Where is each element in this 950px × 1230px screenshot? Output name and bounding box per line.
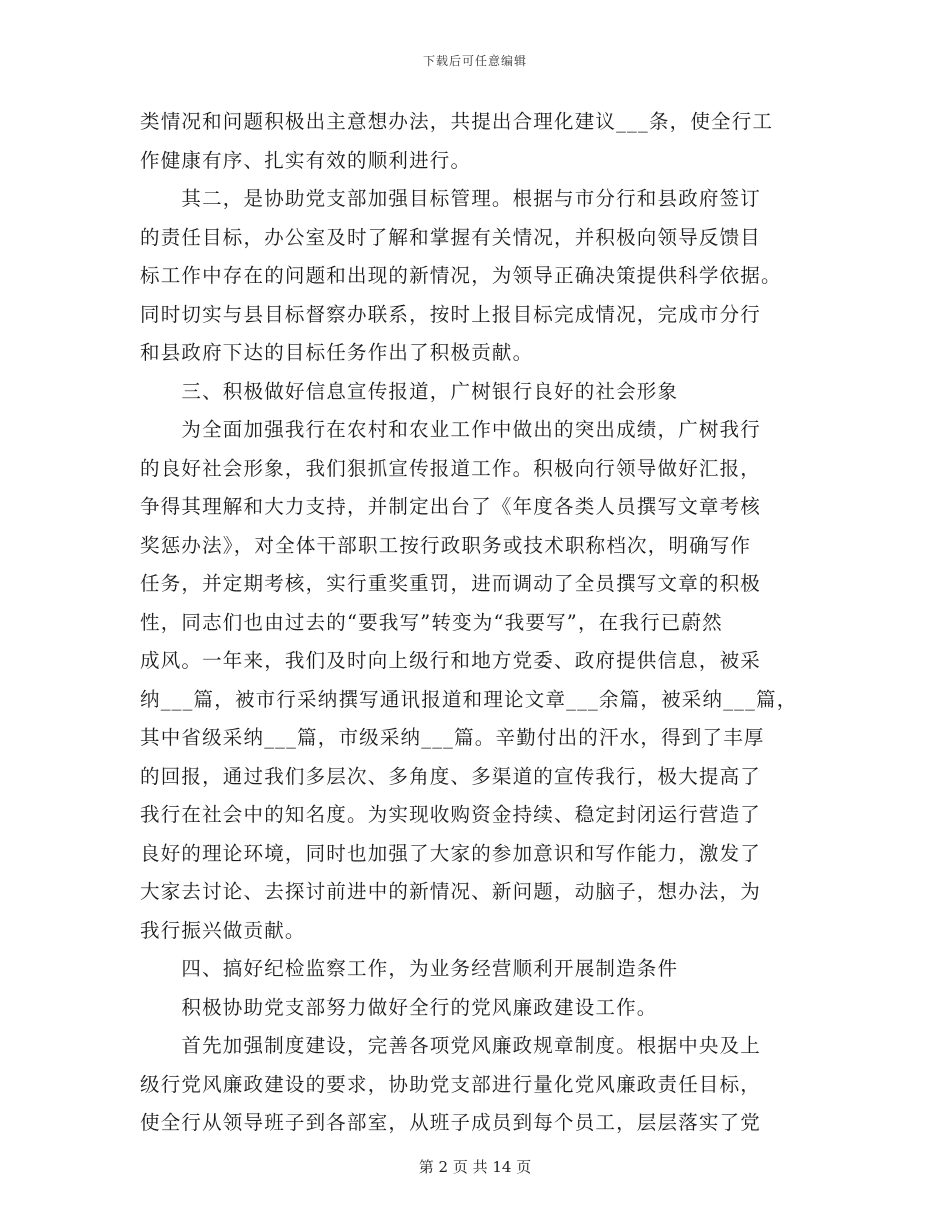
text-line: 级行党风廉政建设的要求，协助党支部进行量化党风廉政责任目标， xyxy=(140,1072,762,1096)
text-line: 我行振兴做贡献。 xyxy=(140,918,306,942)
text-line: 同时切实与县目标督察办联系，按时上报目标完成情况，完成市分行 xyxy=(140,302,762,326)
text-line: 的责任目标，办公室及时了解和掌握有关情况，并积极向领导反馈目 xyxy=(140,225,762,249)
text-line: 大家去讨论、去探讨前进中的新情况、新问题，动脑子，想办法，为 xyxy=(140,880,762,903)
text-line: 奖惩办法》，对全体干部职工按行政职务或技术职称档次，明确写作 xyxy=(140,533,752,557)
text-line: 我行在社会中的知名度。为实现收购资金持续、稳定封闭运行营造了 xyxy=(140,803,762,826)
text-line: 任务，并定期考核，实行重奖重罚，进而调动了全员撰写文章的积极 xyxy=(140,572,762,595)
text-line: 其中省级采纳___篇，市级采纳___篇。辛勤付出的汗水，得到了丰厚 xyxy=(140,726,765,749)
text-line: 良好的理论环境，同时也加强了大家的参加意识和写作能力，激发了 xyxy=(140,841,762,865)
text-line: 的良好社会形象，我们狠抓宣传报道工作。积极向行领导做好汇报， xyxy=(140,456,762,480)
text-line: 和县政府下达的目标任务作出了积极贡献。 xyxy=(140,341,534,364)
text-line: 标工作中存在的问题和出现的新情况，为领导正确决策提供科学依据。 xyxy=(140,264,782,287)
text-line: 积极协助党支部努力做好全行的党风廉政建设工作。 xyxy=(140,995,658,1019)
text-line: 纳___篇，被市行采纳撰写通讯报道和理论文章___余篇，被采纳___篇， xyxy=(140,687,798,711)
text-line: 使全行从领导班子到各部室，从班子成员到每个员工，层层落实了党 xyxy=(140,1111,762,1134)
text-line: 争得其理解和大力支持，并制定出台了《年度各类人员撰写文章考核 xyxy=(140,495,762,518)
page-header: 下载后可任意编辑 xyxy=(422,54,527,68)
text-line: 成风。一年来，我们及时向上级行和地方党委、政府提供信息，被采 xyxy=(140,649,762,672)
section-heading: 四、搞好纪检监察工作，为业务经营顺利开展制造条件 xyxy=(140,957,679,980)
text-line: 类情况和问题积极出主意想办法，共提出合理化建议___条，使全行工 xyxy=(140,110,774,133)
page-number: 第 2 页 共 14 页 xyxy=(418,1158,532,1176)
text-line: 为全面加强我行在农村和农业工作中做出的突出成绩，广树我行 xyxy=(140,418,762,441)
text-line: 作健康有序、扎实有效的顺利进行。 xyxy=(140,148,472,172)
text-line: 首先加强制度建设，完善各项党风廉政规章制度。根据中央及上 xyxy=(140,1034,762,1057)
text-line: 的回报，通过我们多层次、多角度、多渠道的宣传我行，极大提高了 xyxy=(140,764,762,788)
text-line: 性，同志们也由过去的“要我写”转变为“我要写”，在我行已蔚然 xyxy=(140,610,723,634)
document-body xyxy=(140,103,830,1143)
text-line: 其二，是协助党支部加强目标管理。根据与市分行和县政府签订 xyxy=(140,187,762,210)
section-heading: 三、积极做好信息宣传报道，广树银行良好的社会形象 xyxy=(140,379,679,403)
